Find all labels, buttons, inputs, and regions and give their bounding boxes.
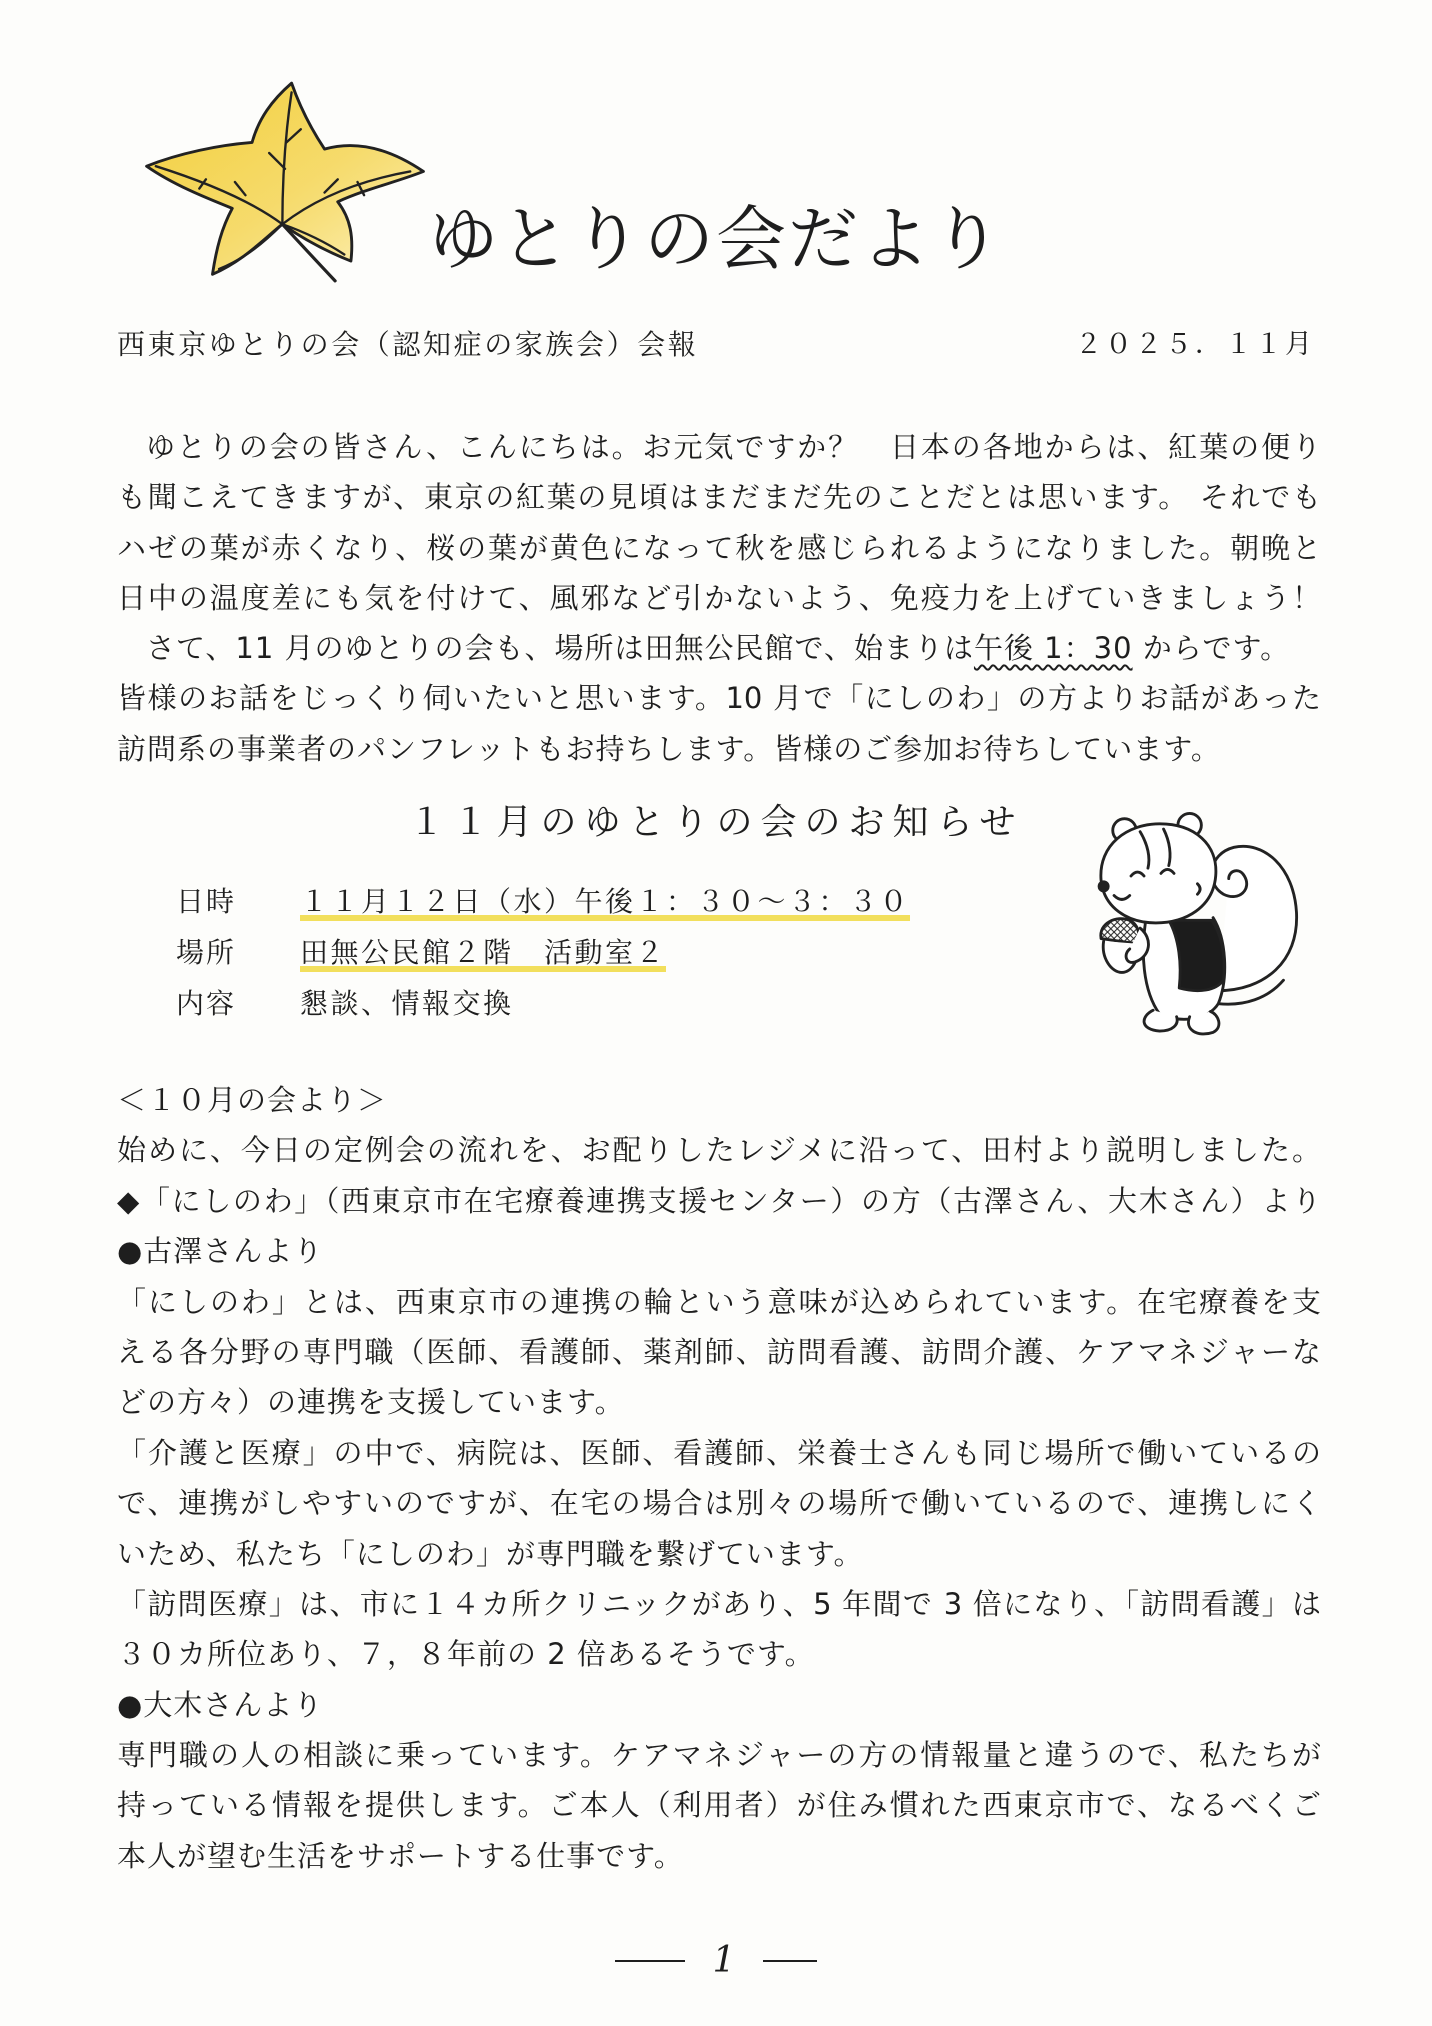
publisher-line: 西東京ゆとりの会（認知症の家族会）会報 — [117, 328, 699, 361]
page-number: 1 — [712, 1940, 736, 1981]
notice-row-datetime — [176, 876, 910, 927]
notice-label: 内容 — [176, 987, 237, 1020]
report-line: える各分野の専門職（医師、看護師、薬剤師、訪問看護、訪問介護、ケアマネジャーな — [117, 1334, 1321, 1369]
footer-rule — [615, 1960, 685, 1962]
notice-row-place — [176, 927, 910, 978]
intro-line: ハゼの葉が赤くなり、桜の葉が黄色になって秋を感じられるようになりました。朝晩と — [117, 530, 1321, 565]
intro-line: ゆとりの会の皆さん、こんにちは。お元気ですか？ 日本の各地からは、紅葉の便り — [146, 430, 1321, 464]
notice-value-highlighted: 田無公民館２階 活動室２ — [300, 927, 666, 978]
start-time-emphasis: 午後 1：30 — [973, 631, 1133, 666]
intro-line: 皆様のお話をじっくり伺いたいと思います。10 月で「にしのわ」の方よりお話があった — [117, 681, 1321, 716]
intro-line: も聞こえてきますが、東京の紅葉の見頃はまだまだ先のことだとは思います。 それでも — [117, 480, 1321, 515]
page-footer — [0, 1936, 1432, 1986]
report-line: で、連携がしやすいのですが、在宅の場合は別々の場所で働いているので、連携しにく — [117, 1486, 1321, 1521]
notice-row-content — [176, 978, 910, 1029]
report-line: ３０カ所位あり、７，８年前の 2 倍あるそうです。 — [117, 1637, 815, 1672]
intro-line-text: からです。 — [1132, 631, 1291, 666]
report-line: 始めに、今日の定例会の流れを、お配りしたレジメに沿って、田村より説明しました。 — [117, 1133, 1321, 1168]
squirrel-icon — [1088, 808, 1303, 1043]
notice-label: 日時 — [176, 885, 237, 918]
intro-paragraph — [117, 422, 1321, 774]
intro-line: 日中の温度差にも気を付けて、風邪など引かないよう、免疫力を上げていきましょう！ — [117, 580, 1321, 615]
october-report — [117, 1075, 1321, 1881]
report-line: どの方々）の連携を支援しています。 — [117, 1385, 625, 1420]
notice-label: 場所 — [176, 936, 237, 969]
intro-line — [117, 623, 1321, 673]
intro-line: 訪問系の事業者のパンフレットもお持ちします。皆様のご参加お待ちしています。 — [117, 731, 1221, 766]
notice-value-highlighted: １１月１２日（水）午後１：３０～３：３０ — [300, 876, 910, 927]
issue-date: ２０２５．１１月 — [1075, 329, 1315, 360]
report-line: 持っている情報を提供します。ご本人（利用者）が住み慣れた西東京市で、なるべくご — [117, 1788, 1321, 1823]
report-heading: ＜１０月の会より＞ — [117, 1083, 388, 1117]
footer-rule — [763, 1960, 817, 1962]
report-line: 「介護と医療」の中で、病院は、医師、看護師、栄養士さんも同じ場所で働いているの — [117, 1435, 1321, 1470]
report-line: 本人が望む生活をサポートする仕事です。 — [117, 1838, 684, 1873]
newsletter-title: ゆとりの会だより — [428, 198, 1004, 280]
speaker-oki-heading: ●大木さんより — [117, 1687, 324, 1722]
speaker-furusawa-heading: ●古澤さんより — [117, 1234, 324, 1269]
report-line: 「訪問医療」は、市に１４カ所クリニックがあり、5 年間で 3 倍になり、「訪問看護」は — [117, 1586, 1321, 1621]
guest-intro-line: ◆「にしのわ」（西東京市在宅療養連携支援センター）の方（古澤さん、大木さん）より — [117, 1183, 1321, 1218]
intro-line-text: さて、11 月のゆとりの会も、場所は田無公民館で、始まりは — [146, 631, 974, 666]
notice-details — [176, 876, 910, 1029]
report-line: いため、私たち「にしのわ」が専門職を繋げています。 — [117, 1536, 864, 1571]
report-line: 専門職の人の相談に乗っています。ケアマネジャーの方の情報量と違うので、私たちが — [117, 1738, 1321, 1773]
notice-value: 懇談、情報交換 — [300, 987, 514, 1020]
report-line: 「にしのわ」とは、西東京市の連携の輪という意味が込められています。在宅療養を支 — [117, 1284, 1321, 1319]
notice-heading: １１月のゆとりの会のお知らせ — [408, 802, 1024, 843]
